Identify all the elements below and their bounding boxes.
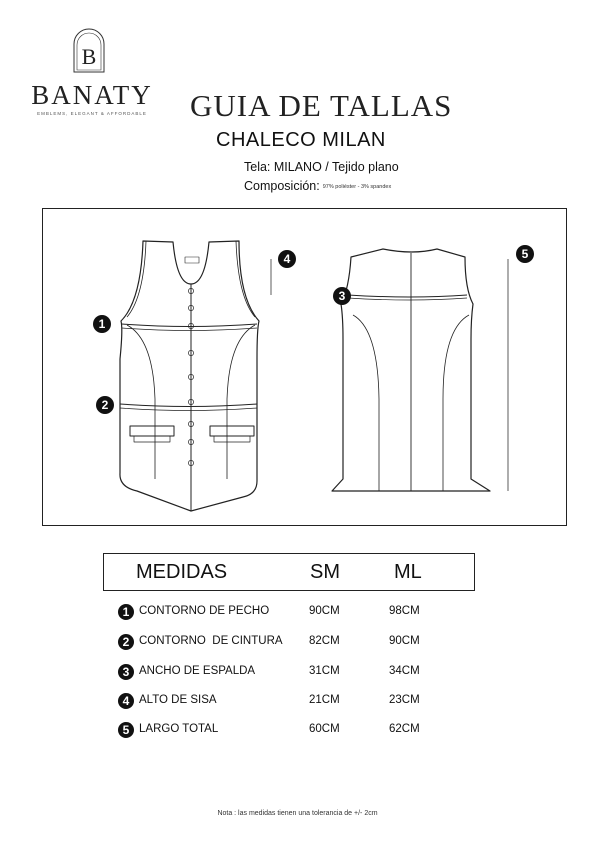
table-row: [0, 604, 595, 626]
row-value-ml: 98CM: [389, 605, 420, 617]
row-number-badge: 5: [118, 722, 134, 738]
composition-label: Composición:: [244, 179, 320, 193]
front-vest-outline: [120, 241, 259, 511]
row-value-sm: 60CM: [309, 723, 340, 735]
size-table-header: [103, 553, 475, 591]
row-label: CONTORNO DE PECHO: [139, 605, 270, 617]
marker-chest: 1: [93, 315, 111, 333]
marker-length: 5: [516, 245, 534, 263]
header-size-ml: ML: [394, 561, 422, 583]
table-row: [0, 693, 595, 715]
vest-illustration: [43, 209, 568, 527]
row-number-badge: 1: [118, 604, 134, 620]
marker-waist: 2: [96, 396, 114, 414]
page-title: GUIA DE TALLAS: [190, 88, 453, 123]
brand-name: BANATY: [31, 80, 153, 110]
brand-tagline: EMBLEMS, ELEGANT & AFFORDABLE: [37, 111, 147, 116]
row-value-sm: 21CM: [309, 694, 340, 706]
row-number-badge: 3: [118, 664, 134, 680]
garment-diagram: [42, 208, 567, 526]
composition-detail: 97% poliéster - 3% spandex: [322, 184, 392, 190]
table-row: [0, 722, 595, 744]
row-value-ml: 90CM: [389, 635, 420, 647]
marker-armhole: 4: [278, 250, 296, 268]
row-value-sm: 31CM: [309, 665, 340, 677]
table-row: [0, 634, 595, 656]
header-measures: MEDIDAS: [136, 561, 228, 583]
row-label: CONTORNO DE CINTURA: [139, 635, 283, 647]
composition-info: [244, 179, 391, 193]
row-value-ml: 62CM: [389, 723, 420, 735]
row-label: LARGO TOTAL: [139, 723, 219, 735]
table-row: [0, 664, 595, 686]
monogram-letter: B: [81, 44, 97, 69]
brand-monogram-icon: [70, 28, 108, 74]
row-label: ALTO DE SISA: [139, 694, 217, 706]
marker-back-width: 3: [333, 287, 351, 305]
fabric-info: Tela: MILANO / Tejido plano: [244, 160, 399, 174]
header-size-sm: SM: [310, 561, 340, 583]
row-label: ANCHO DE ESPALDA: [139, 665, 256, 677]
row-value-ml: 23CM: [389, 694, 420, 706]
row-number-badge: 2: [118, 634, 134, 650]
tolerance-note: Nota : las medidas tienen una tolerancia de +/- 2cm: [217, 810, 378, 817]
row-value-ml: 34CM: [389, 665, 420, 677]
row-value-sm: 90CM: [309, 605, 340, 617]
row-number-badge: 4: [118, 693, 134, 709]
product-name: CHALECO MILAN: [216, 129, 386, 151]
row-value-sm: 82CM: [309, 635, 340, 647]
